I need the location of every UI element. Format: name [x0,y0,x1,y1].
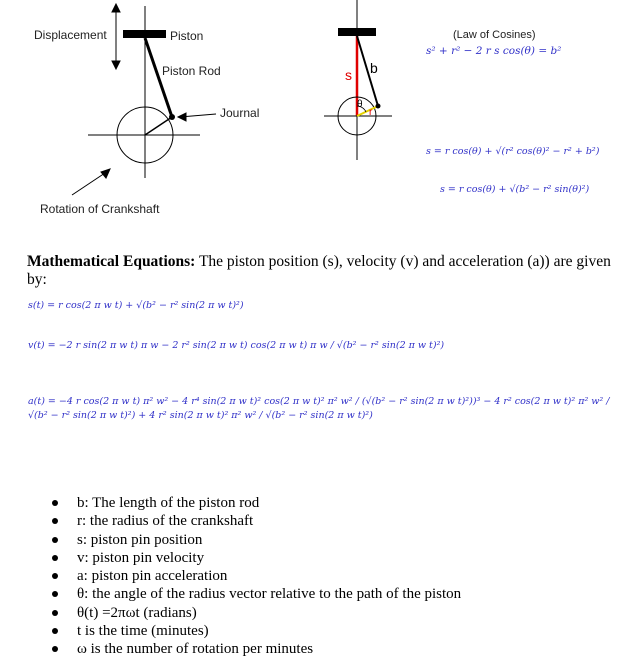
piston-diagram-right [300,0,420,160]
list-item: r: the radius of the crankshaft [52,512,461,530]
bullet-icon [52,555,58,561]
law-of-cosines-title: (Law of Cosines) [453,29,536,41]
equation-acceleration: a(t) = −4 r cos(2 π w t) π² w² − 4 r⁴ sin(2 π w t)² cos(2 π w t)² π² w² / (√(b² − r² sin(2 π w t)²))³ − 4 r² cos(2 π w t)² π² w² / √(b² − r² sin(2 π w t)²) + 4 r² sin(2 π w t)² π² w² / √(b² − r² sin(2 π w t)²) [28,396,610,421]
crank-radius [145,117,172,135]
list-item: b: The length of the piston rod [52,494,461,512]
journal-label: Journal [220,106,260,120]
piston-rod-label: Piston Rod [162,64,221,78]
definitions-list [52,494,461,659]
displacement-arrow [112,4,120,69]
list-item: a: piston pin acceleration [52,567,461,585]
s-label: s [345,67,352,83]
bullet-icon [52,500,58,506]
rotation-arrow [72,169,110,195]
bullet-icon [52,628,58,634]
bullet-icon [52,646,58,652]
piston-label: Piston [170,29,204,43]
rotation-label: Rotation of Crankshaft [40,202,160,216]
position-equation-1: s = r cos(θ) + √(r² cos(θ)² − r² + b²) [426,146,600,157]
bullet-icon [52,518,58,524]
section-text: The piston position (s), velocity (v) and acceleration (a)) are given by: [27,253,611,288]
law-of-cosines-equation: s² + r² − 2 r s cos(θ) = b² [426,45,562,57]
equation-velocity: v(t) = −2 r sin(2 π w t) π w − 2 r² sin(2 π w t) cos(2 π w t) π w / √(b² − r² sin(2 π w t)²) [28,340,445,351]
bullet-icon [52,537,58,543]
list-item: s: piston pin position [52,531,461,549]
list-item: θ(t) =2πωt (radians) [52,604,461,622]
displacement-label: Displacement [34,28,107,42]
section-title: Mathematical Equations: [27,253,196,270]
bullet-icon [52,610,58,616]
list-item: t is the time (minutes) [52,622,461,640]
position-equation-2: s = r cos(θ) + √(b² − r² sin(θ)²) [440,184,590,195]
equation-position: s(t) = r cos(2 π w t) + √(b² − r² sin(2 π w t)²) [28,300,244,311]
bullet-icon [52,573,58,579]
list-item: v: piston pin velocity [52,549,461,567]
b-label: b [370,60,378,76]
journal-pin [169,114,175,120]
section-intro [27,253,612,289]
journal-arrow [178,113,216,121]
list-item: θ: the angle of the radius vector relative to the path of the piston [52,585,461,603]
r-label: r [369,107,373,118]
list-item: ω is the number of rotation per minutes [52,640,461,658]
journal-pin [376,104,381,109]
bullet-icon [52,591,58,597]
theta-label: θ [357,99,363,110]
